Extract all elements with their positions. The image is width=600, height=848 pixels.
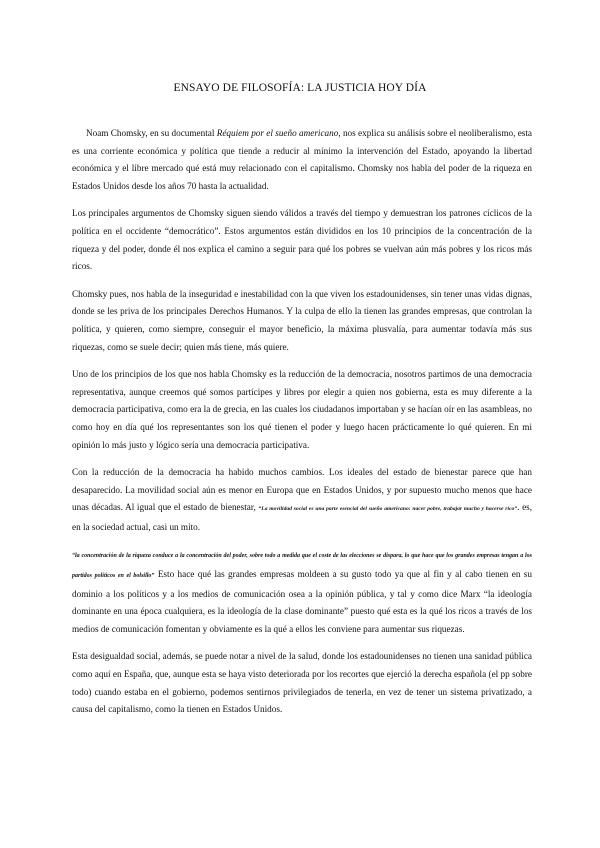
paragraph-3: Chomsky pues, nos habla de la inseguridad e inestabilidad con la que viven los estadounidenses, sin tener unas vidas dignas, donde se les priva de los principales Derechos Humanos. Y la culpa de ello la tienen las grandes empresas, que controlan la política, y quieren, como siempre, conseguir el mayor beneficio, la máxima plusvalía, para aumentar todavía más sus riquezas, como se suele decir; quien más tiene, más quiere.: [72, 288, 532, 352]
paragraph-5-text-a: Con la reducción de la democracia ha habido muchos cambios. Los ideales del estado de bienestar parece que han desaparecido. La movilidad social aún es menor en Europa que en Estados Unidos, y por supuesto mucho menos que hace unas décadas. Al igual que el estado de bienestar,: [72, 467, 532, 513]
paragraph-2: Los principales argumentos de Chomsky siguen siendo válidos a través del tiempo y demuestran los patrones cíclicos de la política en el occidente “democrático”. Estos argumentos están divididos en los 10 principios de la concentración de la riqueza y del poder, donde él nos explica el camino a seguir para qué los pobres se vuelvan aún más pobres y los ricos más ricos.: [72, 208, 532, 272]
paragraph-6-text: Esto hace qué las grandes empresas moldeen a su gusto todo ya que al fin y al cabo tienen en su dominio a los políticos y a los medios de comunicación osea a la opinión pública, y tal y como dice Marx “la ideología dominante en una época cualquiera, es la ideología de la clase dominante” puesto qué esta es la qué los ricos a través de los medios de comunicación fomentan y obviamente es la qué a ellos les conviene para aumentar sus riquezas.: [72, 569, 532, 634]
paragraph-6-quote: “la concentración de la riqueza conduce a la concentración del poder, sobre todo a medida que el coste de las elecciones se dispara, lo que hace que los grandes empresas tengan a los partidos políticos en el bolsillo”: [72, 553, 532, 580]
paragraph-1-text-a: Noam Chomsky, en su documental: [86, 128, 217, 138]
document-title: ENSAYO DE FILOSOFÍA: LA JUSTICIA HOY DÍA: [173, 82, 427, 94]
paragraph-5: [72, 464, 532, 536]
paragraph-5-quote: “La movilidad social es una parte esencial del sueño americano: nacer pobre, trabajar mucho y hacerse rico”: [258, 506, 518, 513]
document-body: [72, 125, 532, 729]
paragraph-6: [72, 546, 532, 638]
documentary-title: Réquiem por el sueño americano: [216, 128, 339, 138]
paragraph-7: Esta desigualdad social, además, se puede notar a nivel de la salud, donde los estadounidenses no tienen una sanidad pública como aquí en España, que, aunque esta se haya visto deteriorada por los recortes que ejerció la derecha española (el pp sobre todo) cuando estaba en el gobierno, podemos sentirnos privilegiados de tenerla, en vez de tener un sistema privatizado, a causa del capitalismo, como la tienen en Estados Unidos.: [72, 651, 532, 715]
paragraph-1-text-b: , nos explica su análisis sobre el neoliberalismo, esta es una corriente económica y política que tiende a reducir al mínimo la intervención del Estado, apoyando la libertad económica y el libre mercado qué está muy relacionado con el capitalismo. Chomsky nos habla del poder de la riqueza en Estados Unidos desde los años 70 hasta la actualidad.: [72, 128, 532, 191]
paragraph-4: Uno de los principios de los que nos habla Chomsky es la reducción de la democracia, nosotros partimos de una democracia representativa, aunque creemos qué somos partícipes y libres por elegir a quien nos gobierna, esta es muy diferente a la democracia participativa, como era la de grecia, en las cuales los ciudadanos importaban y se hacían oír en las asambleas, no como hoy en día qué los representantes son los qué tienen el poder y luego hacen prácticamente lo qué quieren. En mi opinión lo más justo y lógico sería una democracia participativa.: [72, 369, 532, 450]
paragraph-5-text-b: . es, en la sociedad actual, casi un mito.: [72, 502, 533, 532]
paragraph-1: [72, 125, 532, 195]
